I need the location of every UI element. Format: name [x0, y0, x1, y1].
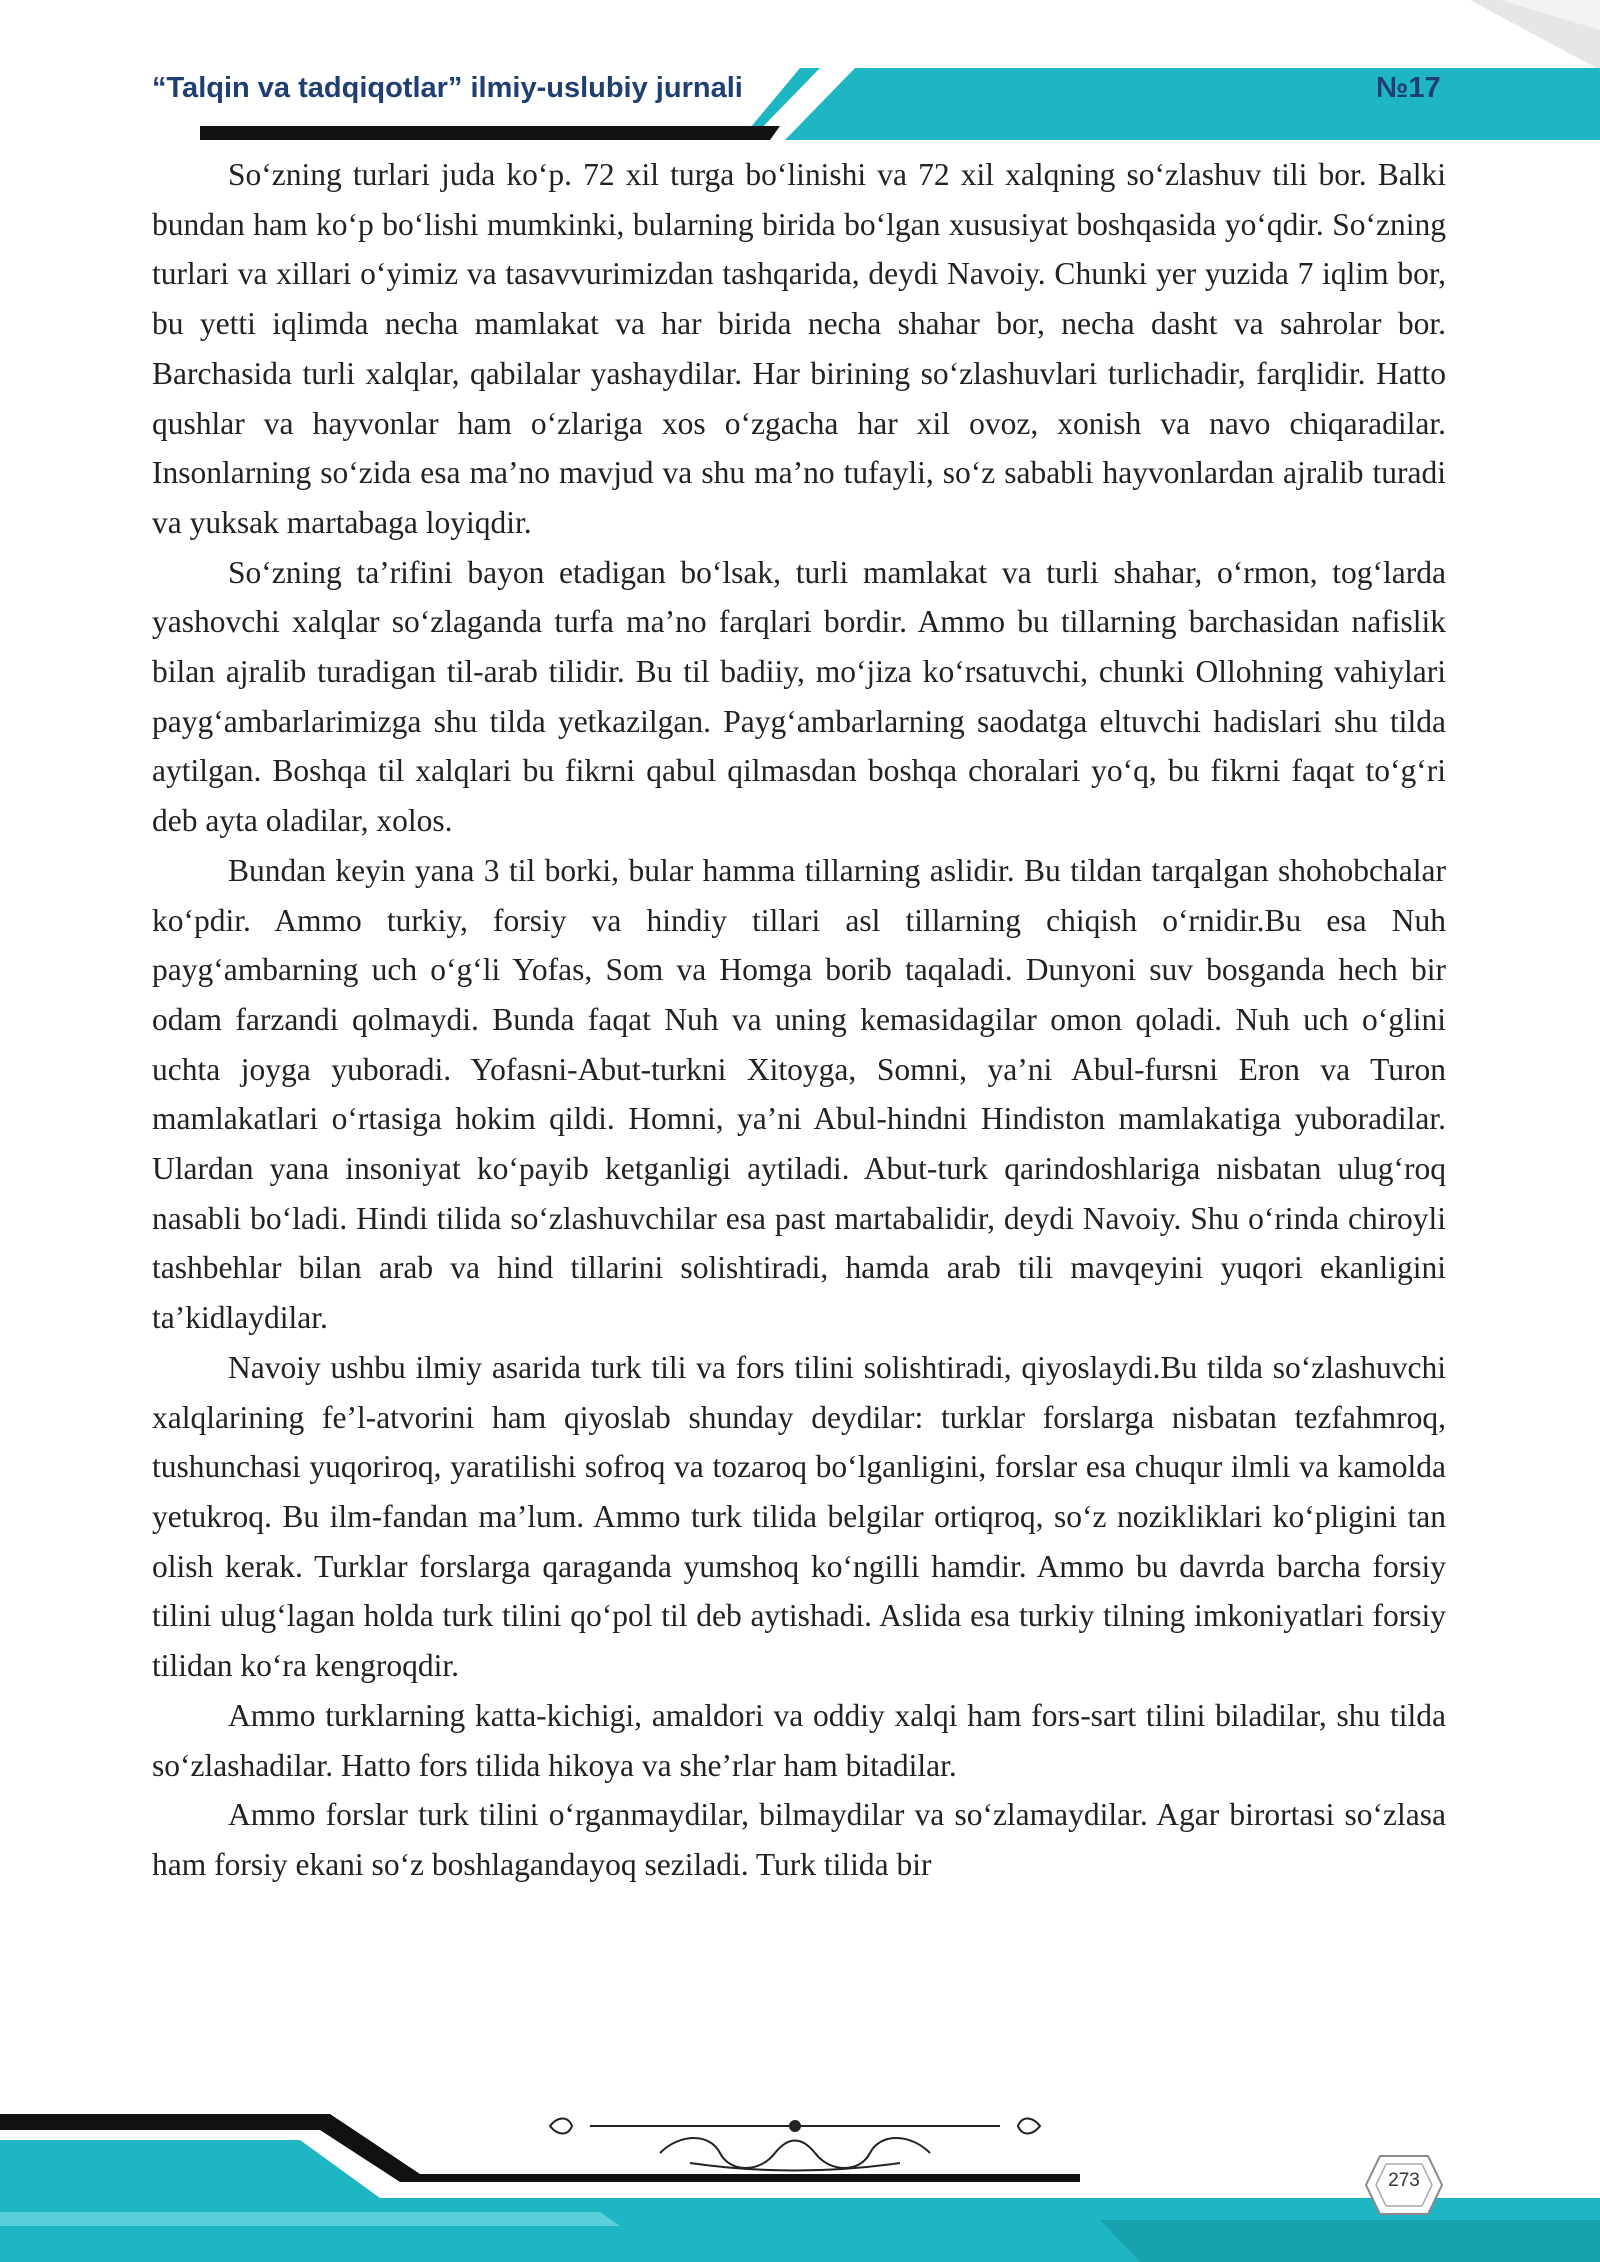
footer-banner [0, 2100, 1600, 2262]
article-body [152, 150, 1446, 1890]
issue-number: №17 [1376, 72, 1441, 104]
paragraph: Bundan keyin yana 3 til borki, bular hamma tillarning aslidir. Bu tildan tarqalgan shohobchalar ko‘pdir. Ammo turkiy, forsiy va hindiy tillari asl tillarning chiqish o‘rnidir.Bu esa Nuh payg‘ambarning uch o‘g‘li Yofas, Som va Homga borib taqaladi. Dunyoni suv bosganda hech bir odam farzandi qolmaydi. Bunda faqat Nuh va uning kemasidagilar omon qoladi. Nuh uch o‘glini uchta joyga yuboradi. Yofasni-Abut-turkni Xitoyga, Somni, ya’ni Abul-fursni Eron va Turon mamlakatlari o‘rtasiga hokim qildi. Homni, ya’ni Abul-hindni Hindiston mamlakatiga yuboradilar. Ulardan yana insoniyat ko‘payib ketganligi aytiladi. Abut-turk qarindoshlariga nisbatan ulug‘roq nasabli bo‘ladi. Hindi tilida so‘zlashuvchilar esa past martabalidir, deydi Navoiy. Shu o‘rinda chiroyli tashbehlar bilan arab va hind tillarini solishtiradi, hamda arab tili mavqeyini yuqori ekanligini ta’kidlaydilar. [152, 852, 1446, 1336]
paragraph: Navoiy ushbu ilmiy asarida turk tili va fors tilini solishtiradi, qiyoslaydi.Bu tilda so‘zlashuvchi xalqlarining fe’l-atvorini ham qiyoslab shunday deydilar: turklar forslarga nisbatan tezfahmroq, tushunchasi yuqoriroq, yaratilishi sofroq va tozaroq bo‘lganligini, forslar esa chuqur ilmli va kamolda yetukroq. Bu ilm-fandan ma’lum. Ammo turk tilida belgilar ortiqroq, so‘z nozikliklari ko‘pligini tan olish kerak. Turklar forslarga qaraganda yumshoq ko‘ngilli hamdir. Ammo bu davrda barcha forsiy tilini ulug‘lagan holda turk tilini qo‘pol til deb aytishadi. Aslida esa turkiy tilning imkoniyatlari forsiy tilidan ko‘ra kengroqdir. [152, 1349, 1446, 1684]
paragraph: So‘zning ta’rifini bayon etadigan bo‘lsak, turli mamlakat va turli shahar, o‘rmon, tog‘larda yashovchi xalqlar so‘zlaganda turfa ma’no farqlari bordir. Ammo bu tillarning barchasidan nafislik bilan ajralib turadigan til-arab tilidir. Bu til badiiy, mo‘jiza ko‘rsatuvchi, chunki Ollohning vahiylari payg‘ambarlarimizga shu tilda yetkazilgan. Payg‘ambarlarning saodatga eltuvchi hadislari shu tilda aytilgan. Boshqa til xalqlari bu fikrni qabul qilmasdan boshqa choralari yo‘q, bu fikrni faqat to‘g‘ri deb ayta oladilar, xolos. [152, 554, 1446, 839]
journal-title: “Talqin va tadqiqotlar” ilmiy-uslubiy jurnali [152, 72, 743, 104]
footer-light-stripe [0, 2212, 620, 2226]
footer-dark-stripe [1100, 2220, 1600, 2262]
header-black-rule [200, 126, 780, 140]
footer-teal-block [0, 2140, 380, 2198]
paragraph: So‘zning turlari juda ko‘p. 72 xil turga bo‘linishi va 72 xil xalqning so‘zlashuv tili bor. Balki bundan ham ko‘p bo‘lishi mumkinki, bularning birida bo‘lgan xususiyat boshqasida yo‘qdir. So‘zning turlari va xillari o‘yimiz va tasavvurimizdan tashqarida, deydi Navoiy. Chunki yer yuzida 7 iqlim bor, bu yetti iqlimda necha mamlakat va har birida necha shahar bor, necha dasht va sahrolar bor. Barchasida turli xalqlar, qabilalar yashaydilar. Har birining so‘zlashuvlari turlichadir, farqlidir. Hatto qushlar va hayvonlar ham o‘zlariga xos o‘zgacha har xil ovoz, xonish va navo chiqaradilar. Insonlarning so‘zida esa ma’no mavjud va shu ma’no tufayli, so‘z sababli hayvonlardan ajralib turadi va yuksak martabaga loyiqdir. [152, 157, 1446, 540]
paragraph: Ammo turklarning katta-kichigi, amaldori va oddiy xalqi ham fors-sart tilini biladilar, shu tilda so‘zlashadilar. Hatto fors tilida hikoya va she’rlar ham bitadilar. [152, 1697, 1446, 1783]
paragraph: Ammo forslar turk tilini o‘rganmaydilar, bilmaydilar va so‘zlamaydilar. Agar birortasi so‘zlasa ham forsiy ekani so‘z boshlagandayoq seziladi. Turk tilida bir [152, 1797, 1446, 1882]
page-number: 273 [1388, 2170, 1420, 2191]
